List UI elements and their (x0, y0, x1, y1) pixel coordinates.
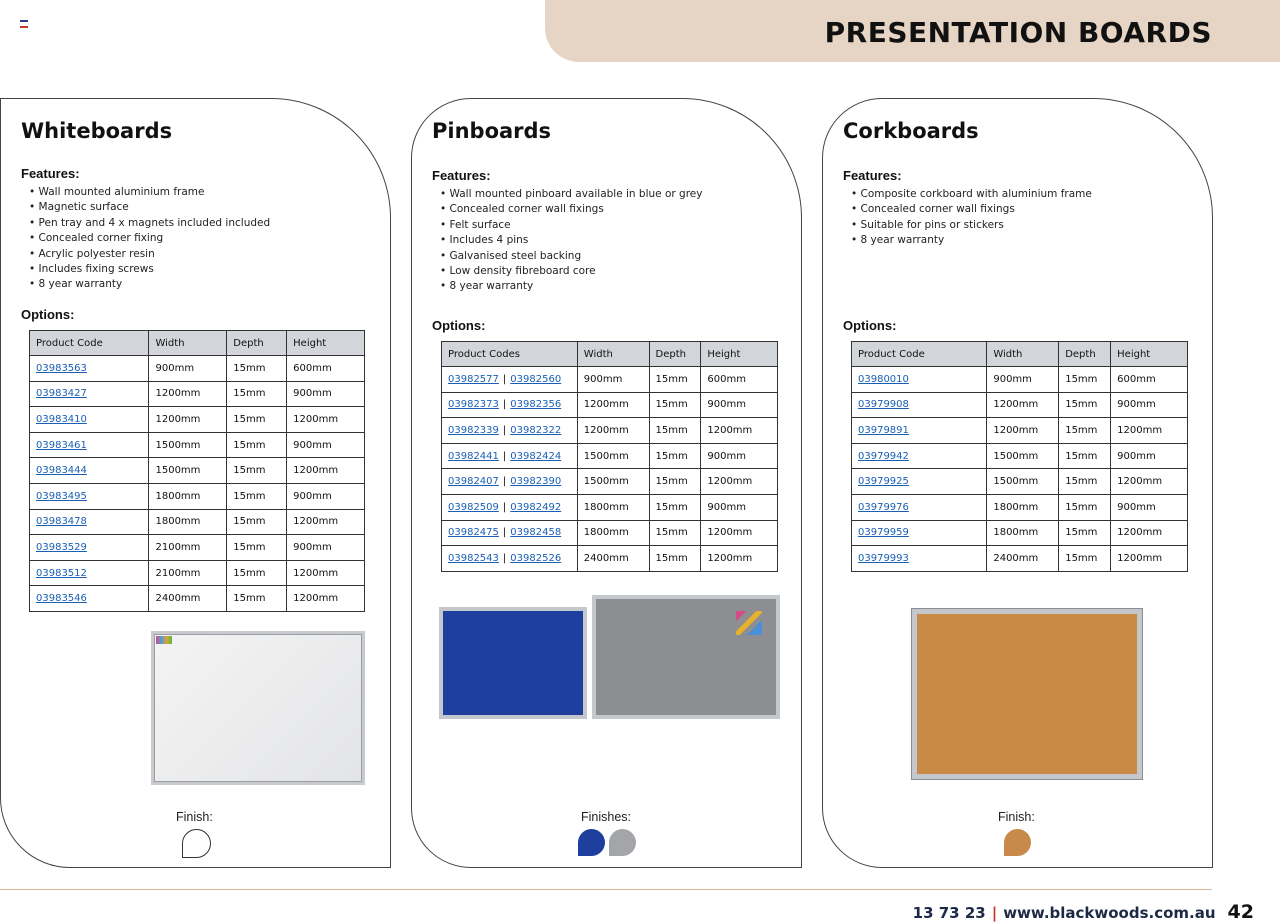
width-cell: 1500mm (149, 458, 227, 484)
blue-pinboard-image (439, 607, 587, 719)
height-cell: 1200mm (701, 469, 778, 495)
table-row (30, 432, 365, 458)
pinboards-panel (411, 98, 802, 868)
table-row (30, 509, 365, 535)
finish-label: Finish: (998, 810, 1035, 824)
width-cell: 1500mm (577, 469, 649, 495)
table-header-row (442, 342, 778, 367)
depth-cell: 15mm (227, 535, 287, 561)
product-code-cell (852, 469, 987, 495)
column-header: Depth (227, 331, 287, 356)
height-cell: 600mm (287, 356, 365, 382)
code-separator: | (502, 373, 507, 385)
height-cell: 900mm (1111, 443, 1188, 469)
grey-finish-swatch (609, 829, 636, 856)
feature-item: • 8 year warranty (29, 277, 270, 292)
footer-phone: 13 73 23 (912, 904, 986, 922)
height-cell: 900mm (287, 535, 365, 561)
product-code-link[interactable]: 03982407 (448, 476, 499, 488)
features-list (440, 187, 702, 295)
depth-cell: 15mm (227, 483, 287, 509)
product-code-cell (852, 367, 987, 393)
table-row (442, 392, 778, 418)
product-code-link[interactable]: 03979976 (858, 501, 909, 513)
depth-cell: 15mm (227, 560, 287, 586)
depth-cell: 15mm (1059, 392, 1111, 418)
product-code-cell (442, 520, 578, 546)
depth-cell: 15mm (649, 392, 701, 418)
product-code-cell (30, 586, 149, 612)
width-cell: 1500mm (987, 469, 1059, 495)
flag-icon (20, 20, 28, 27)
column-header: Height (1111, 342, 1188, 367)
corkboard-image (912, 609, 1142, 779)
height-cell: 1200mm (1111, 418, 1188, 444)
depth-cell: 15mm (649, 443, 701, 469)
feature-item: • Concealed corner wall fixings (851, 202, 1092, 217)
width-cell: 1200mm (577, 418, 649, 444)
height-cell: 1200mm (1111, 520, 1188, 546)
width-cell: 1500mm (987, 443, 1059, 469)
depth-cell: 15mm (227, 356, 287, 382)
pins-icon (736, 611, 762, 635)
width-cell: 2100mm (149, 560, 227, 586)
pinboards-title: Pinboards (432, 119, 552, 143)
product-code-link[interactable]: 03982526 (510, 552, 562, 564)
depth-cell: 15mm (227, 509, 287, 535)
footer-divider (0, 889, 1212, 890)
width-cell: 1200mm (987, 392, 1059, 418)
table-row (30, 535, 365, 561)
product-code-cell (442, 469, 578, 495)
table-row (442, 443, 778, 469)
width-cell: 900mm (987, 367, 1059, 393)
product-code-cell (852, 494, 987, 520)
feature-item: • Suitable for pins or stickers (851, 218, 1092, 233)
depth-cell: 15mm (227, 458, 287, 484)
table-row (442, 469, 778, 495)
product-code-cell (30, 432, 149, 458)
product-code-link[interactable]: 03983461 (36, 439, 87, 451)
product-code-cell (442, 392, 578, 418)
height-cell: 1200mm (1111, 546, 1188, 572)
width-cell: 1800mm (987, 520, 1059, 546)
table-row (852, 418, 1188, 444)
product-code-cell (442, 494, 578, 520)
product-code-link[interactable]: 03982322 (510, 424, 562, 436)
product-code-link[interactable]: 03983495 (36, 490, 87, 502)
footer (913, 901, 1254, 923)
product-code-cell (442, 443, 578, 469)
height-cell: 900mm (1111, 494, 1188, 520)
depth-cell: 15mm (649, 494, 701, 520)
depth-cell: 15mm (649, 469, 701, 495)
column-header: Height (287, 331, 365, 356)
table-row (442, 494, 778, 520)
column-header: Width (577, 342, 649, 367)
product-code-link[interactable]: 03982560 (510, 373, 562, 385)
height-cell: 600mm (1111, 367, 1188, 393)
product-code-link[interactable]: 03982339 (448, 424, 499, 436)
product-code-link[interactable]: 03982475 (448, 527, 499, 539)
height-cell: 1200mm (287, 458, 365, 484)
features-list (851, 187, 1092, 249)
depth-cell: 15mm (227, 432, 287, 458)
product-code-link[interactable]: 03983478 (36, 516, 87, 528)
feature-item: • 8 year warranty (440, 279, 702, 294)
product-code-cell (30, 407, 149, 433)
options-heading: Options: (843, 318, 897, 333)
depth-cell: 15mm (1059, 367, 1111, 393)
feature-item: • Includes fixing screws (29, 262, 270, 277)
column-header: Width (149, 331, 227, 356)
product-code-link[interactable]: 03983546 (36, 593, 87, 605)
product-code-cell (442, 546, 578, 572)
height-cell: 900mm (701, 494, 778, 520)
features-heading: Features: (432, 168, 491, 183)
width-cell: 900mm (577, 367, 649, 393)
product-code-cell (30, 381, 149, 407)
product-code-link[interactable]: 03983512 (36, 567, 87, 579)
product-code-cell (852, 443, 987, 469)
magnets-icon (156, 636, 172, 644)
features-list (29, 185, 270, 293)
product-code-link[interactable]: 03983563 (36, 362, 87, 374)
table-row (30, 458, 365, 484)
feature-item: • Wall mounted pinboard available in blue or grey (440, 187, 702, 202)
depth-cell: 15mm (1059, 546, 1111, 572)
product-code-cell (30, 509, 149, 535)
footer-website[interactable]: www.blackwoods.com.au (1003, 904, 1216, 922)
feature-item: • Concealed corner fixing (29, 231, 270, 246)
feature-item: • Galvanised steel backing (440, 249, 702, 264)
table-row (852, 392, 1188, 418)
table-row (30, 483, 365, 509)
product-code-cell (30, 356, 149, 382)
height-cell: 1200mm (1111, 469, 1188, 495)
product-code-link[interactable]: 03983444 (36, 465, 87, 477)
depth-cell: 15mm (1059, 494, 1111, 520)
column-header: Product Codes (442, 342, 578, 367)
product-code-cell (852, 418, 987, 444)
feature-item: • 8 year warranty (851, 233, 1092, 248)
depth-cell: 15mm (227, 407, 287, 433)
width-cell: 1500mm (149, 432, 227, 458)
table-row (30, 407, 365, 433)
width-cell: 1200mm (149, 381, 227, 407)
white-finish-swatch (182, 829, 211, 858)
product-code-cell (852, 520, 987, 546)
width-cell: 2100mm (149, 535, 227, 561)
product-code-cell (30, 560, 149, 586)
features-heading: Features: (843, 168, 902, 183)
depth-cell: 15mm (649, 520, 701, 546)
product-code-link[interactable]: 03983529 (36, 541, 87, 553)
height-cell: 900mm (287, 432, 365, 458)
product-code-cell (30, 535, 149, 561)
height-cell: 1200mm (701, 546, 778, 572)
feature-item: • Felt surface (440, 218, 702, 233)
corkboards-title: Corkboards (843, 119, 979, 143)
width-cell: 1200mm (987, 418, 1059, 444)
height-cell: 900mm (1111, 392, 1188, 418)
height-cell: 1200mm (287, 407, 365, 433)
options-heading: Options: (21, 307, 75, 322)
product-code-link[interactable]: 03979959 (858, 527, 909, 539)
product-code-cell (852, 392, 987, 418)
code-separator: | (502, 399, 507, 411)
table-row (442, 418, 778, 444)
product-code-link[interactable]: 03979925 (858, 476, 909, 488)
product-code-link[interactable]: 03982543 (448, 552, 499, 564)
options-table (29, 330, 365, 612)
table-row (852, 546, 1188, 572)
width-cell: 2400mm (577, 546, 649, 572)
page-title: PRESENTATION BOARDS (824, 16, 1212, 49)
table-row (30, 356, 365, 382)
height-cell: 900mm (701, 392, 778, 418)
product-code-link[interactable]: 03983427 (36, 388, 87, 400)
product-code-link[interactable]: 03979891 (858, 424, 909, 436)
depth-cell: 15mm (649, 546, 701, 572)
table-row (852, 443, 1188, 469)
whiteboards-title: Whiteboards (21, 119, 173, 143)
table-row (852, 469, 1188, 495)
depth-cell: 15mm (1059, 443, 1111, 469)
table-header-row (852, 342, 1188, 367)
height-cell: 1200mm (287, 586, 365, 612)
depth-cell: 15mm (649, 418, 701, 444)
options-table (851, 341, 1188, 572)
blue-finish-swatch (578, 829, 605, 856)
product-code-link[interactable]: 03979908 (858, 399, 909, 411)
feature-item: • Wall mounted aluminium frame (29, 185, 270, 200)
options-heading: Options: (432, 318, 486, 333)
feature-item: • Magnetic surface (29, 200, 270, 215)
column-header: Depth (649, 342, 701, 367)
product-code-link[interactable]: 03982424 (510, 450, 562, 462)
width-cell: 1200mm (149, 407, 227, 433)
height-cell: 900mm (701, 443, 778, 469)
table-row (442, 520, 778, 546)
code-separator: | (502, 527, 507, 539)
column-header: Height (701, 342, 778, 367)
column-header: Product Code (852, 342, 987, 367)
whiteboard-image (151, 631, 365, 785)
table-header-row (30, 331, 365, 356)
column-header: Product Code (30, 331, 149, 356)
height-cell: 900mm (287, 381, 365, 407)
feature-item: • Includes 4 pins (440, 233, 702, 248)
height-cell: 600mm (701, 367, 778, 393)
depth-cell: 15mm (1059, 469, 1111, 495)
table-row (852, 520, 1188, 546)
width-cell: 900mm (149, 356, 227, 382)
product-code-link[interactable]: 03982492 (510, 501, 562, 513)
product-code-link[interactable]: 03982509 (448, 501, 499, 513)
width-cell: 1200mm (577, 392, 649, 418)
finishes-label: Finishes: (581, 810, 632, 824)
code-separator: | (502, 450, 507, 462)
product-code-link[interactable]: 03982577 (448, 373, 499, 385)
product-code-cell (30, 483, 149, 509)
depth-cell: 15mm (1059, 418, 1111, 444)
height-cell: 900mm (287, 483, 365, 509)
column-header: Width (987, 342, 1059, 367)
depth-cell: 15mm (1059, 520, 1111, 546)
whiteboards-panel (0, 98, 391, 868)
table-row (30, 586, 365, 612)
product-code-link[interactable]: 03983410 (36, 413, 87, 425)
table-row (30, 560, 365, 586)
column-header: Depth (1059, 342, 1111, 367)
product-code-link[interactable]: 03982356 (510, 399, 562, 411)
table-row (442, 546, 778, 572)
height-cell: 1200mm (701, 418, 778, 444)
finish-label: Finish: (176, 810, 213, 824)
feature-item: • Low density fibreboard core (440, 264, 702, 279)
width-cell: 1800mm (987, 494, 1059, 520)
table-row (442, 367, 778, 393)
product-code-cell (442, 367, 578, 393)
depth-cell: 15mm (227, 381, 287, 407)
feature-item: • Pen tray and 4 x magnets included included (29, 216, 270, 231)
features-heading: Features: (21, 166, 80, 181)
table-row (30, 381, 365, 407)
page-number: 42 (1227, 901, 1254, 923)
grey-pinboard-image (592, 595, 780, 719)
product-code-link[interactable]: 03982390 (510, 476, 562, 488)
corkboards-panel (822, 98, 1213, 868)
product-code-link[interactable]: 03982373 (448, 399, 499, 411)
depth-cell: 15mm (227, 586, 287, 612)
width-cell: 1800mm (149, 483, 227, 509)
product-code-link[interactable]: 03980010 (858, 373, 909, 385)
product-code-cell (30, 458, 149, 484)
options-table (441, 341, 778, 572)
table-row (852, 494, 1188, 520)
height-cell: 1200mm (287, 509, 365, 535)
table-row (852, 367, 1188, 393)
product-code-link[interactable]: 03982441 (448, 450, 499, 462)
code-separator: | (502, 501, 507, 513)
code-separator: | (502, 476, 507, 488)
height-cell: 1200mm (287, 560, 365, 586)
footer-separator: | (991, 904, 998, 922)
code-separator: | (502, 424, 507, 436)
code-separator: | (502, 552, 507, 564)
width-cell: 2400mm (149, 586, 227, 612)
product-code-link[interactable]: 03979993 (858, 552, 909, 564)
width-cell: 1800mm (577, 520, 649, 546)
width-cell: 1500mm (577, 443, 649, 469)
product-code-cell (852, 546, 987, 572)
product-code-link[interactable]: 03979942 (858, 450, 909, 462)
feature-item: • Concealed corner wall fixings (440, 202, 702, 217)
width-cell: 1800mm (149, 509, 227, 535)
product-code-link[interactable]: 03982458 (510, 527, 562, 539)
width-cell: 2400mm (987, 546, 1059, 572)
width-cell: 1800mm (577, 494, 649, 520)
feature-item: • Composite corkboard with aluminium frame (851, 187, 1092, 202)
height-cell: 1200mm (701, 520, 778, 546)
cork-finish-swatch (1004, 829, 1031, 856)
depth-cell: 15mm (649, 367, 701, 393)
product-code-cell (442, 418, 578, 444)
feature-item: • Acrylic polyester resin (29, 247, 270, 262)
